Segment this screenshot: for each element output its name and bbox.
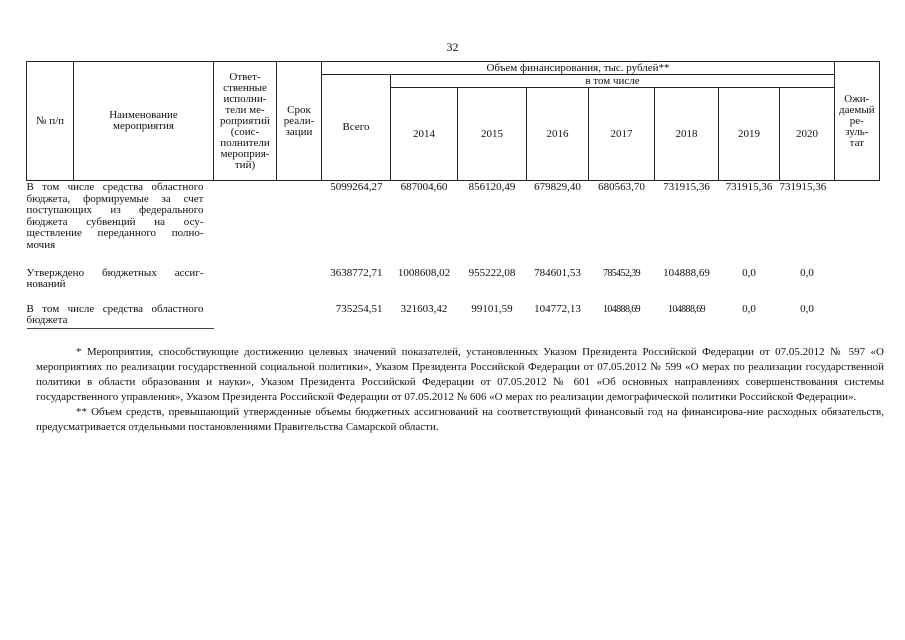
row-value: 680563,70 — [598, 181, 645, 193]
table-row — [27, 267, 880, 303]
row-value: 856120,49 — [468, 181, 516, 193]
row-value: 785452,39 — [602, 267, 641, 279]
row-value: 0,0 — [800, 302, 814, 315]
header-year: 2019 — [719, 88, 780, 181]
row-value: 731915,36 — [663, 181, 710, 193]
row-value: 687004,60 — [400, 181, 448, 193]
footnote-1: * Мероприятия, способствующие достижению целевых значений показателей, установленных Указом Президента Российской Федерации от 07.05.2012 № 597 «О мероприятиях по реализации государственной социальной политики», Указом Президента Российской Федерации от 07.05.2012 № 599 «О мерах по реализации государственной политики в области образования и науки», Указом Президента Российской Федерации от 07.05.2012 № 601 «Об основных направлениях совершенствования системы государственного управления», Указом Президента Российской Федерации от 07.05.2012 № 606 «О мерах по реализации демографической политики Российской Федерации». — [36, 346, 884, 403]
table-row — [27, 303, 880, 329]
header-responsible: Ответ-ственные исполни-тели ме-роприятий (соис-полнители мероприя-тий) — [214, 62, 277, 181]
header-year: 2018 — [655, 88, 719, 181]
table-row — [27, 181, 880, 267]
header-year: 2020 — [780, 88, 835, 181]
row-value: 321603,42 — [400, 302, 448, 315]
header-year: 2014 — [391, 88, 458, 181]
row-value: 104888,69 — [663, 266, 710, 279]
row-value: 731915,36 — [779, 181, 827, 193]
row-name: В том числе средства областного бюджета — [27, 303, 214, 329]
header-expected-result: Ожи-даемый ре-зуль-тат — [835, 62, 880, 181]
row-value: 0,0 — [742, 266, 756, 279]
header-term: Срок реали-зации — [277, 62, 322, 181]
header-year: 2017 — [589, 88, 655, 181]
row-value: 104888,69 — [667, 303, 706, 315]
row-value: 99101,59 — [471, 302, 513, 315]
row-value: 955222,08 — [468, 266, 516, 279]
header-event-name: Наименование мероприятия — [74, 62, 214, 181]
footnotes — [36, 345, 884, 435]
header-year: 2015 — [458, 88, 527, 181]
row-name: Утверждено бюджетных ассиг-нований — [26, 266, 204, 290]
row-total: 5099264,27 — [330, 181, 383, 193]
footnote-2: ** Объем средств, превышающий утвержденные объемы бюджетных ассигнований на соответствующий финансовый год на финансирова-ние расходных обязательств, предусматривается отдельными постановлениями Правительства Самарской области. — [36, 406, 884, 433]
funding-table — [26, 61, 880, 329]
row-value: 784601,53 — [534, 266, 581, 279]
header-year: 2016 — [527, 88, 589, 181]
page-number: 32 — [446, 40, 459, 54]
row-value: 104772,13 — [534, 302, 581, 315]
header-number: № п/п — [27, 62, 74, 181]
row-value: 731915,36 — [725, 181, 773, 193]
row-value: 1008608,02 — [397, 266, 451, 279]
row-value: 679829,40 — [534, 181, 581, 193]
row-value: 104888,69 — [602, 303, 641, 315]
row-name: В том числе средства областного бюджета, формируемые за счет поступающих из федерального бюджета субвенций на осу-ществление переданного полно-мочия — [26, 181, 204, 251]
header-including: в том числе — [391, 75, 835, 88]
row-total: 3638772,71 — [330, 266, 383, 279]
row-value: 0,0 — [742, 302, 756, 315]
header-total: Всего — [322, 75, 391, 181]
row-value: 0,0 — [800, 266, 814, 279]
header-funding: Объем финансирования, тыс. рублей** — [322, 62, 835, 75]
row-total: 735254,51 — [335, 302, 383, 315]
